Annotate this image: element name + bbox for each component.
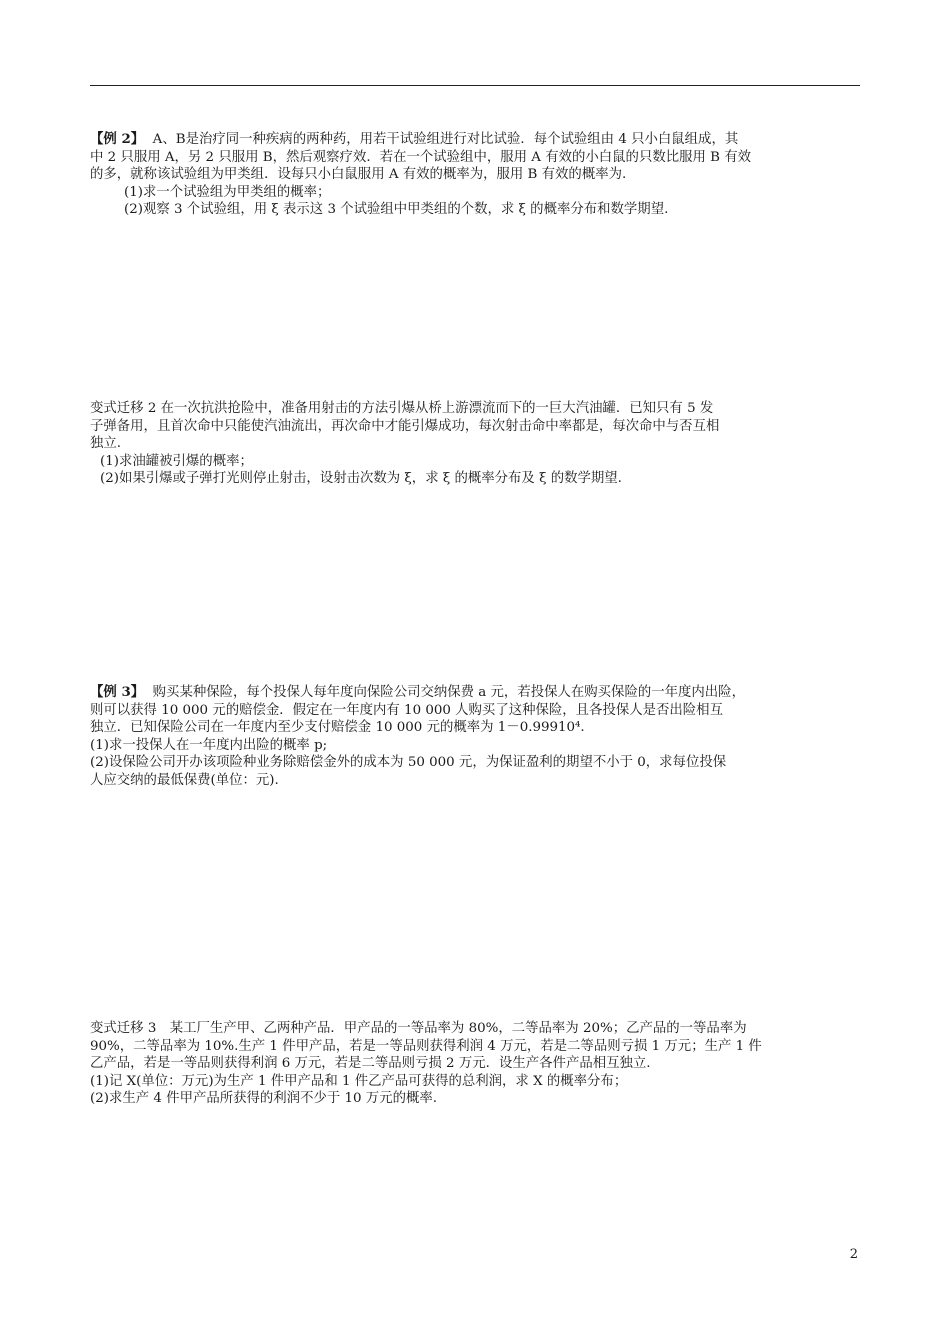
variant-3-line-1: 变式迁移 3 某工厂生产甲、乙两种产品．甲产品的一等品率为 80%，二等品率为 20%；乙产品的一等品率为 bbox=[90, 1021, 747, 1036]
example-2-question-1: (1)求一个试验组为甲类组的概率； bbox=[124, 184, 331, 200]
header-rule bbox=[90, 85, 860, 86]
variant-2-question-2: (2)如果引爆或子弹打光则停止射击，设射击次数为 ξ，求 ξ 的概率分布及 ξ 的数学期望. bbox=[100, 471, 622, 486]
example-2 bbox=[90, 131, 860, 219]
variant-3-line-2: 90%，二等品率为 10%.生产 1 件甲产品，若是一等品则获得利润 4 万元，若是二等品则亏损 1 万元；生产 1 件 bbox=[90, 1038, 762, 1054]
example-3-line-3: 独立．已知保险公司在一年度内至少支付赔偿金 10 000 元的概率为 1－0.99910⁴. bbox=[90, 720, 585, 735]
example-2-label: 【例 2】 bbox=[90, 131, 145, 147]
variant-2-line-3: 独立. bbox=[90, 436, 122, 451]
example-3-line-6: 人应交纳的最低保费(单位：元). bbox=[90, 772, 279, 788]
variant-3-line-3: 乙产品，若是一等品则获得利润 6 万元，若是二等品则亏损 2 万元．设生产各件产品相互独立. bbox=[90, 1056, 651, 1071]
example-2-question-2: (2)观察 3 个试验组，用 ξ 表示这 3 个试验组中甲类组的个数，求 ξ 的概率分布和数学期望. bbox=[124, 202, 669, 217]
example-3-label: 【例 3】 bbox=[90, 684, 145, 700]
variant-3 bbox=[90, 1020, 860, 1108]
variant-3-question-1: (1)记 X(单位：万元)为生产 1 件甲产品和 1 件乙产品可获得的总利润，求 X 的概率分布； bbox=[90, 1073, 628, 1089]
page-number: 2 bbox=[849, 1247, 858, 1262]
variant-2 bbox=[90, 400, 860, 488]
variant-3-question-2: (2)求生产 4 件甲产品所获得的利润不少于 10 万元的概率. bbox=[90, 1091, 438, 1106]
example-2-line-2: 中 2 只服用 A，另 2 只服用 B，然后观察疗效．若在一个试验组中，服用 A 有效的小白鼠的只数比服用 B 有效 bbox=[90, 149, 752, 165]
variant-2-line-2: 子弹备用，且首次命中只能使汽油流出，再次命中才能引爆成功，每次射击命中率都是，每次命中与否互相 bbox=[90, 418, 720, 434]
example-3-question-2: (2)设保险公司开办该项险种业务除赔偿金外的成本为 50 000 元，为保证盈利的期望不小于 0，求每位投保 bbox=[90, 755, 727, 770]
example-3-line-2: 则可以获得 10 000 元的赔偿金．假定在一年度内有 10 000 人购买了这种保险，且各投保人是否出险相互 bbox=[90, 702, 723, 718]
variant-2-question-1: (1)求油罐被引爆的概率； bbox=[100, 453, 253, 469]
example-3-line-1: 【例 3】 购买某种保险，每个投保人每年度向保险公司交纳保费 a 元，若投保人在购买保险的一年度内出险， bbox=[90, 684, 745, 700]
example-2-line-1: 【例 2】 A、B是治疗同一种疾病的两种药，用若干试验组进行对比试验．每个试验组由 4 只小白鼠组成，其 bbox=[90, 131, 739, 147]
variant-2-line-1: 变式迁移 2 在一次抗洪抢险中，准备用射击的方法引爆从桥上游漂流而下的一巨大汽油罐．已知只有 5 发 bbox=[90, 401, 714, 416]
example-3 bbox=[90, 684, 860, 789]
example-3-question-1: (1)求一投保人在一年度内出险的概率 p; bbox=[90, 737, 328, 753]
example-2-line-3: 的多，就称该试验组为甲类组．设每只小白鼠服用 A 有效的概率为，服用 B 有效的概率为. bbox=[90, 167, 627, 182]
